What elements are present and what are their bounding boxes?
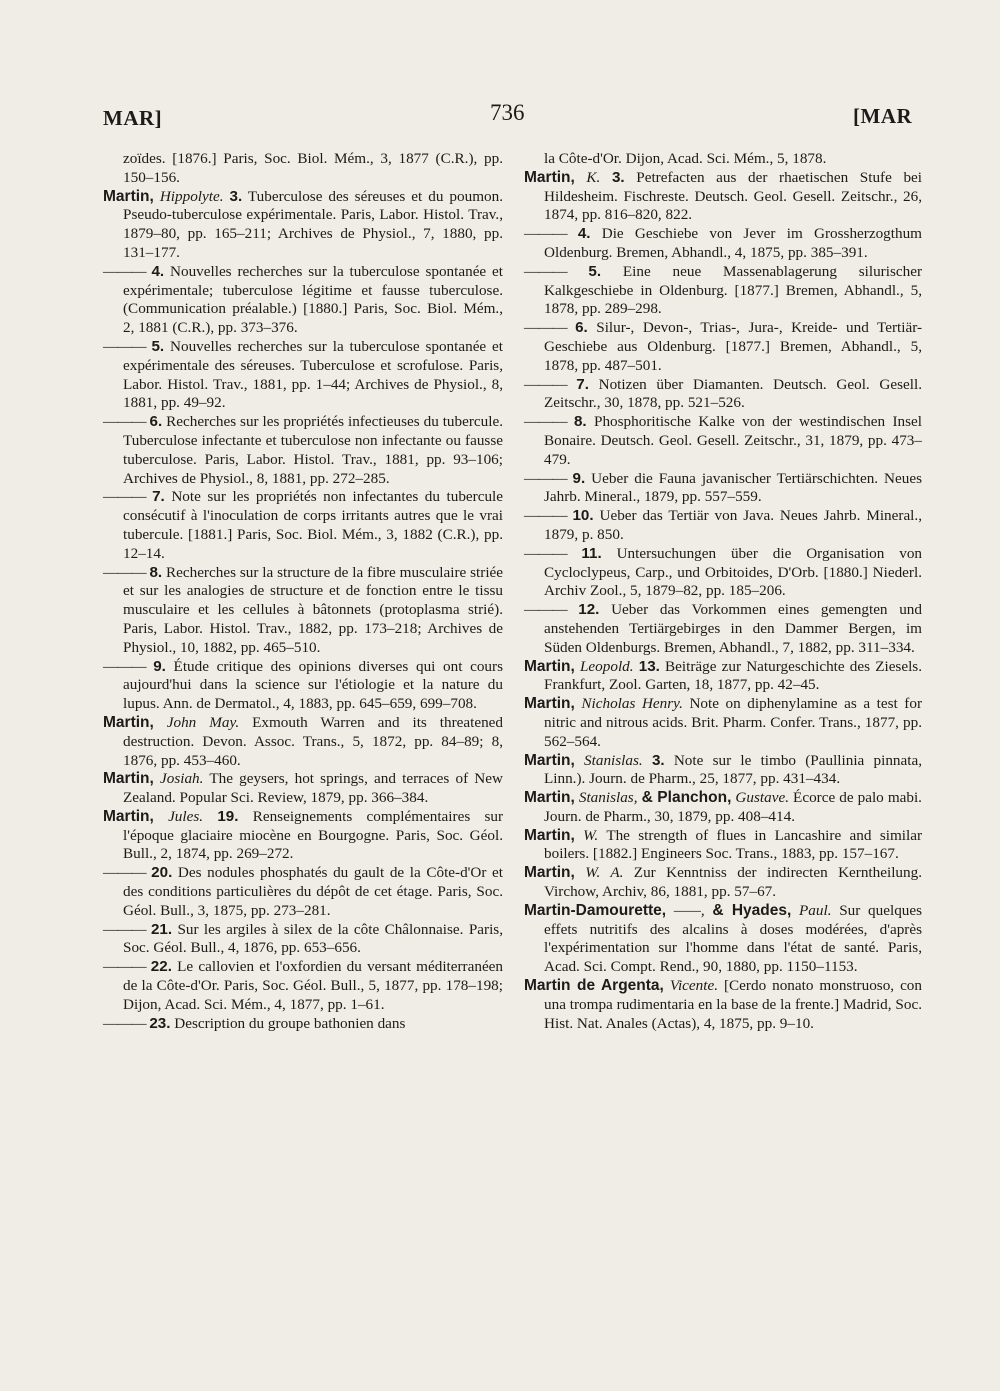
entry-text: Sur quelques effets nutritifs des alcalins à doses modérées, d'après l'expérimentation sur l'homme dans l'état de santé. Paris, Acad. Sci. Compt. Rend., 90, 1880, pp. 1150–1153. bbox=[544, 901, 923, 976]
coauthor-surname: & Planchon, bbox=[641, 789, 732, 807]
bibliography-entry bbox=[524, 864, 922, 902]
bibliography-entry bbox=[524, 470, 922, 508]
author-surname: Martin, bbox=[524, 751, 575, 769]
entry-number: 4. bbox=[151, 262, 165, 280]
bibliography-entry bbox=[524, 695, 922, 751]
bibliography-entry bbox=[524, 263, 922, 319]
bibliography-entry bbox=[103, 564, 503, 658]
ditto-dash: ——— bbox=[524, 544, 567, 562]
entry-number: 4. bbox=[577, 225, 591, 243]
bibliography-entry bbox=[103, 714, 503, 770]
author-surname: Martin, bbox=[524, 789, 575, 807]
ditto-dash: ——— bbox=[524, 319, 567, 337]
author-surname: Martin-Damourette, bbox=[524, 901, 667, 919]
entry-number: 12. bbox=[578, 601, 600, 619]
ditto-dash: ——— bbox=[103, 864, 146, 882]
entry-text: Silur-, Devon-, Trias-, Jura-, Kreide- und Tertiär-Geschiebe aus Oldenburg. [1877.] Bremen, Abhandl., 5, 1878, pp. 487–501. bbox=[544, 319, 923, 374]
entry-text: Nouvelles recherches sur la tuberculose spontanée et expérimentale des séreuses. Tuberculose et scrofulose. Paris, Labor. Histol. Trav., 1881, pp. 1–44; Archives de Physiol., 8, 1881, pp. 49–92. bbox=[123, 337, 504, 412]
entry-number: 19. bbox=[217, 807, 239, 825]
entry-text: Note sur le timbo (Paullinia pinnata, Linn.). Journ. de Pharm., 25, 1877, pp. 431–434. bbox=[544, 751, 923, 788]
author-given-name: K. bbox=[586, 168, 601, 186]
bibliography-entry bbox=[524, 977, 922, 1033]
author-given-name: Stanislas. bbox=[584, 751, 643, 769]
entry-text: Ueber die Fauna javanischer Tertiärschichten. Neues Jahrb. Mineral., 1879, pp. 557–559. bbox=[544, 469, 922, 506]
bibliography-entry bbox=[524, 827, 922, 865]
entry-text: [Cerdo nonato monstruoso, con una trompa rudimentaria en la base de la frente.] Madrid, Soc. Hist. Nat. Anales (Actas), 4, 1875, pp. 9–10. bbox=[544, 977, 922, 1032]
running-head-left: MAR] bbox=[103, 106, 163, 130]
author-surname: Martin, bbox=[103, 807, 154, 825]
ditto-dash: ——— bbox=[103, 563, 146, 581]
entry-text: Étude critique des opinions diverses qui ont cours aujourd'hui dans la science sur l'étiologie et la nature du lupus. Ann. de Dermatol., 4, 1883, pp. 645–659, 699–708. bbox=[123, 657, 503, 713]
ditto-dash: ——— bbox=[103, 657, 146, 675]
ditto-dash: ——— bbox=[103, 958, 146, 976]
ditto-dash: ——— bbox=[524, 469, 567, 487]
ditto-dash: ——— bbox=[103, 1014, 146, 1032]
bibliography-entry bbox=[103, 958, 503, 1014]
ditto-dash: ——— bbox=[103, 920, 146, 938]
entry-number: 6. bbox=[149, 413, 163, 431]
entry-number: 6. bbox=[575, 319, 588, 337]
entry-number: 5. bbox=[151, 337, 165, 355]
author-given-name: Josiah. bbox=[159, 770, 204, 788]
ditto-dash: ——— bbox=[103, 413, 146, 431]
author-given-name: Jules. bbox=[168, 807, 204, 825]
entry-number: 9. bbox=[153, 657, 166, 675]
author-given-name: Vicente. bbox=[669, 977, 719, 995]
entry-text: Le callovien et l'oxfordien du versant méditerranéen de la Côte-d'Or. Paris, Soc. Géol. Bull., 5, 1877, pp. 178–198; Dijon, Acad. Sci. Mém., 4, 1877, pp. 1–61. bbox=[123, 958, 504, 1013]
author-given-name: John May. bbox=[166, 713, 240, 731]
bibliography-entry bbox=[103, 263, 503, 338]
author-surname: Martin de Argenta, bbox=[524, 977, 664, 995]
entry-number: 3. bbox=[229, 187, 243, 205]
entry-number: 9. bbox=[572, 469, 586, 487]
entry-number: 21. bbox=[150, 920, 173, 938]
entry-text: Exmouth Warren and its threatened destruction. Devon. Assoc. Trans., 5, 1872, pp. 84–89; 8, 1876, pp. 453–460. bbox=[123, 713, 504, 769]
bibliography-entry bbox=[103, 770, 503, 808]
bibliography-entry bbox=[524, 225, 922, 263]
author-given-name: W. A. bbox=[585, 864, 624, 882]
author-surname: Martin, bbox=[103, 713, 154, 731]
running-head-right: [MAR bbox=[853, 104, 913, 128]
bibliography-entry bbox=[524, 319, 922, 375]
bibliography-entry bbox=[103, 488, 503, 563]
bibliography-entry bbox=[524, 545, 922, 601]
entry-text: Zur Kenntniss der indirecten Kerntheilung. Virchow, Archiv, 86, 1881, pp. 57–67. bbox=[544, 864, 923, 901]
entry-text: Phosphoritische Kalke von der westindischen Insel Bonaire. Deutsch. Geol. Gesell. Zeitschr., 31, 1879, pp. 473–479. bbox=[544, 413, 922, 468]
entry-text: Die Geschiebe von Jever im Grossherzogthum Oldenburg. Bremen, Abhandl., 4, 1875, pp. 385–391. bbox=[544, 225, 922, 261]
entry-text: Écorce de palo mabi. Journ. de Pharm., 30, 1879, pp. 408–414. bbox=[544, 789, 922, 825]
entry-number: 8. bbox=[573, 413, 587, 431]
ditto-dash: ——— bbox=[524, 375, 567, 393]
author-surname: Martin, bbox=[524, 657, 575, 675]
entry-text: Description du groupe bathonien dans bbox=[174, 1014, 406, 1032]
bibliography-entry bbox=[524, 376, 922, 414]
entry-text: Sur les argiles à silex de la côte Châlonnaise. Paris, Soc. Géol. Bull., 4, 1876, pp. 653–656. bbox=[123, 920, 503, 957]
bibliography-entry bbox=[524, 413, 922, 469]
entry-number: 8. bbox=[149, 563, 163, 581]
entry-number: 20. bbox=[151, 864, 173, 882]
author-given-name: Nicholas Henry. bbox=[581, 695, 683, 713]
author-given-name: Stanislas, bbox=[578, 789, 638, 807]
coauthor-given-name: Gustave. bbox=[735, 789, 789, 807]
author-surname: Martin, bbox=[524, 864, 575, 882]
bibliography-entry bbox=[524, 658, 922, 696]
ditto-dash: ——— bbox=[524, 507, 567, 525]
bibliography-entry bbox=[103, 864, 503, 920]
bibliography-entry bbox=[103, 150, 503, 188]
entry-text: Recherches sur les propriétés infectieuses du tubercule. Tuberculose infectante et tuberculose non infectante ou fausse tuberculose. Paris, Labor. Histol. Trav., 1881, pp. 93–106; Archives de Physiol., 8, 1881, pp. 272–285. bbox=[123, 413, 504, 487]
ditto-dash: ——— bbox=[103, 262, 146, 280]
coauthor-surname: & Hyades, bbox=[712, 901, 792, 919]
author-given-name: Hippolyte. bbox=[159, 187, 224, 205]
bibliography-entry bbox=[524, 752, 922, 790]
entry-text: The strength of flues in Lancashire and similar boilers. [1882.] Engineers Soc. Trans., 1883, pp. 157–167. bbox=[544, 826, 922, 863]
entry-text: Renseignements complémentaires sur l'époque glaciaire miocène en Bourgogne. Paris, Soc. Géol. Bull., 2, 1874, pp. 269–272. bbox=[123, 807, 504, 863]
ditto-dash: ——— bbox=[524, 601, 567, 619]
entry-number: 22. bbox=[150, 958, 172, 976]
author-surname: Martin, bbox=[103, 187, 154, 205]
bibliography-entry bbox=[524, 789, 922, 827]
entry-text: Untersuchungen über die Organisation von Cycloclypeus, Carp., und Orbitoides, D'Orb. [1880.] Niederl. Archiv Zool., 5, 1879–82, pp. 185–206. bbox=[544, 544, 923, 600]
page-number: 736 bbox=[490, 100, 525, 125]
entry-number: 10. bbox=[572, 507, 594, 525]
entry-number: 23. bbox=[149, 1014, 171, 1032]
entry-text: Des nodules phosphatés du gault de la Côte-d'Or et des conditions particulières du dépôt de cet étage. Paris, Soc. Géol. Bull., 3, 1875, pp. 273–281. bbox=[123, 864, 504, 919]
entry-number: 3. bbox=[611, 168, 625, 186]
entry-number: 7. bbox=[576, 375, 589, 393]
entry-text: zoïdes. [1876.] Paris, Soc. Biol. Mém., 3, 1877 (C.R.), pp. 150–156. bbox=[123, 150, 503, 186]
entry-number: 13. bbox=[638, 657, 660, 675]
entry-number: 3. bbox=[651, 751, 665, 769]
entry-text: The geysers, hot springs, and terraces of New Zealand. Popular Sci. Review, 1879, pp. 366–384. bbox=[123, 770, 503, 807]
entry-text: Note sur les propriétés non infectantes du tubercule consécutif à l'inoculation de corps irritants autres que le vrai tubercule. [1881.] Paris, Soc. Biol. Mém., 3, 1882 (C.R.), pp. 12–14. bbox=[123, 488, 504, 562]
ditto-dash: ——— bbox=[103, 337, 146, 355]
bibliography-entry bbox=[103, 921, 503, 959]
right-column bbox=[524, 150, 922, 1033]
entry-number: 7. bbox=[152, 488, 165, 506]
bibliography-entry bbox=[524, 150, 922, 169]
entry-text: Ueber das Tertiär von Java. Neues Jahrb. Mineral., 1879, p. 850. bbox=[544, 507, 923, 543]
bibliography-entry bbox=[524, 507, 922, 545]
author-surname: Martin, bbox=[524, 695, 575, 713]
ditto-dash: ——— bbox=[524, 413, 567, 431]
entry-text: Beiträge zur Naturgeschichte des Ziesels. Frankfurt, Zool. Garten, 18, 1877, pp. 42–45. bbox=[544, 657, 923, 694]
bibliography-entry bbox=[103, 413, 503, 488]
author-given-name: W. bbox=[583, 826, 599, 844]
entry-text: Tuberculose des séreuses et du poumon. Pseudo-tuberculose expérimentale. Paris, Labor. Histol. Trav., 1879–80, pp. 165–211; Archives de Physiol., 7, 1880, pp. 131–177. bbox=[123, 187, 504, 261]
entry-number: 5. bbox=[588, 262, 602, 280]
author-surname: Martin, bbox=[103, 770, 154, 788]
bibliography-entry bbox=[103, 658, 503, 714]
entry-text: Recherches sur la structure de la fibre musculaire striée et sur les analogies de structure et de fonction entre le tissu musculaire et les cellules à bâtonnets (protoplasma strié). Paris, Labor. Histol. Trav., 1882, pp. 173–218; Archives de Physiol., 10, 1882, pp. 465–510. bbox=[123, 563, 504, 656]
bibliography-entry bbox=[103, 338, 503, 413]
bibliography-entry bbox=[103, 808, 503, 864]
ditto-dash: ——— bbox=[103, 488, 146, 506]
bibliography-entry bbox=[524, 169, 922, 225]
entry-number: 11. bbox=[581, 544, 602, 562]
author-given-name: ——, bbox=[673, 901, 705, 919]
entry-text: Petrefacten aus der rhaetischen Stufe bei Hildesheim. Fischreste. Deutsch. Geol. Gesell. Zeitschr., 26, 1874, pp. 816–820, 822. bbox=[544, 168, 922, 224]
ditto-dash: ——— bbox=[524, 262, 567, 280]
bibliography-entry bbox=[103, 188, 503, 263]
ditto-dash: ——— bbox=[524, 225, 567, 243]
entry-text: Notizen über Diamanten. Deutsch. Geol. Gesell. Zeitschr., 30, 1878, pp. 521–526. bbox=[544, 375, 922, 412]
page-header bbox=[0, 100, 1000, 140]
entry-text: Note on diphenylamine as a test for nitric and nitrous acids. Brit. Pharm. Confer. Trans., 1877, pp. 562–564. bbox=[544, 695, 923, 750]
author-surname: Martin, bbox=[524, 168, 575, 186]
author-given-name: Leopold. bbox=[579, 657, 634, 675]
entry-text: la Côte-d'Or. Dijon, Acad. Sci. Mém., 5, 1878. bbox=[544, 150, 827, 167]
left-column bbox=[103, 150, 503, 1033]
entry-text: Eine neue Massenablagerung silurischer Kalkgeschiebe in Oldenburg. [1877.] Bremen, Abhandl., 5, 1878, pp. 289–298. bbox=[544, 262, 922, 318]
bibliography-entry bbox=[103, 1015, 503, 1034]
entry-text: Ueber das Vorkommen eines gemengten und anstehenden Tertiärgebirges in den Dammer Bergen, im Süden Oldenburgs. Bremen, Abhandl., 7, 1882, pp. 311–334. bbox=[544, 601, 922, 656]
bibliography-entry bbox=[524, 601, 922, 657]
author-surname: Martin, bbox=[524, 826, 575, 844]
coauthor-given-name: Paul. bbox=[799, 901, 832, 919]
entry-text: Nouvelles recherches sur la tuberculose spontanée et expérimentale; tuberculose légitime et fausse tuberculose. (Communication préalable.) [1880.] Paris, Soc. Biol. Mém., 2, 1881 (C.R.), pp. 373–376. bbox=[123, 262, 504, 337]
bibliography-entry bbox=[524, 902, 922, 977]
